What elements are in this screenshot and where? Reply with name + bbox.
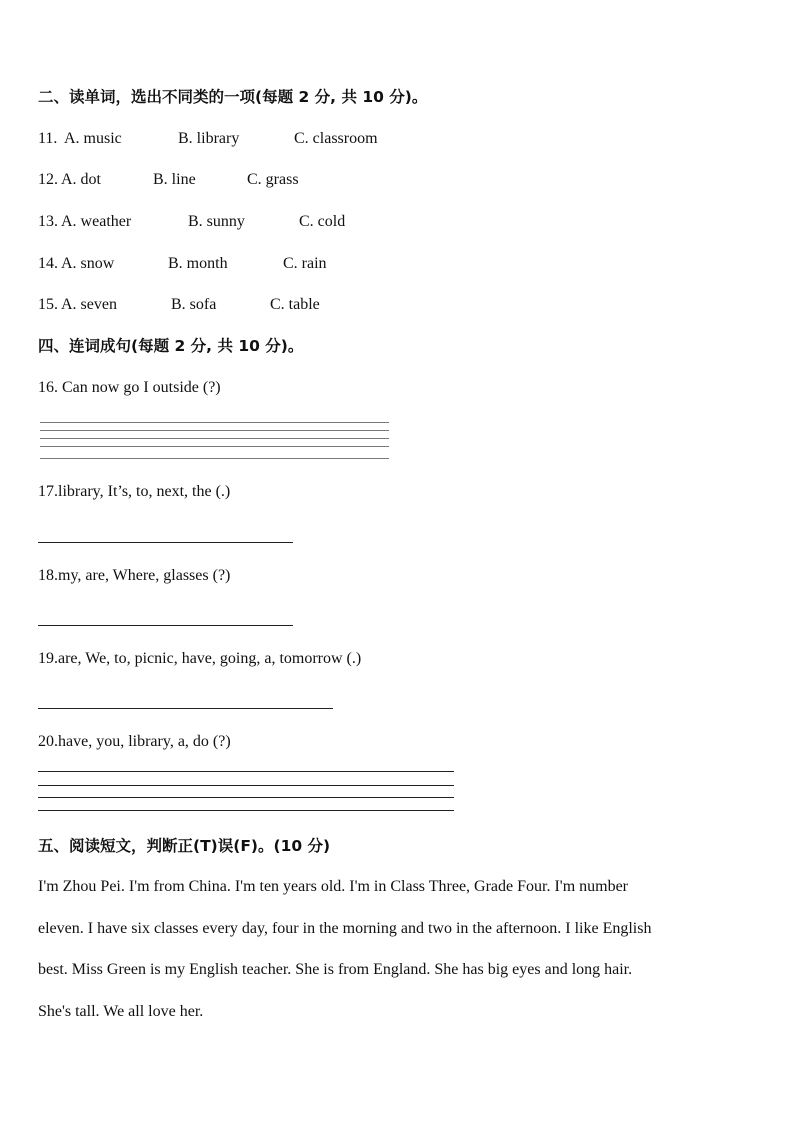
option-b: B. line [153, 171, 196, 188]
option-c: C. classroom [294, 130, 378, 147]
answer-line [40, 422, 389, 423]
passage-line: I'm Zhou Pei. I'm from China. I'm ten years old. I'm in Class Three, Grade Four. I'm number [38, 878, 629, 895]
answer-line-19 [38, 708, 333, 709]
answer-line [38, 810, 454, 811]
answer-line [40, 446, 389, 447]
question-20: 20.have, you, library, a, do (?) [38, 733, 231, 750]
question-17: 17.library, It’s, to, next, the (.) [38, 483, 231, 500]
question-number: 15. [38, 296, 58, 313]
option-c: C. table [270, 296, 320, 313]
section-2-title: 二、读单词，选出不同类的一项(每题 2 分, 共 10 分)。 [38, 88, 428, 106]
option-a: A. seven [61, 296, 117, 313]
option-b: B. library [178, 130, 240, 147]
passage-line: best. Miss Green is my English teacher. She is from England. She has big eyes and long hair. [38, 961, 633, 978]
reading-passage [38, 866, 758, 1032]
answer-line [38, 785, 454, 786]
question-number: 14. [38, 255, 58, 272]
section-4-title: 四、连词成句(每题 2 分, 共 10 分)。 [38, 337, 304, 355]
option-c: C. cold [299, 213, 346, 230]
option-a: A. dot [61, 171, 101, 188]
answer-line [40, 430, 389, 431]
section-5-title: 五、阅读短文，判断正(T)误(F)。(10 分) [38, 837, 331, 855]
question-number: 12. [38, 171, 58, 188]
answer-line [40, 438, 389, 439]
question-16: 16. Can now go I outside (?) [38, 379, 221, 396]
question-19: 19.are, We, to, picnic, have, going, a, tomorrow (.) [38, 650, 362, 667]
answer-line [38, 771, 454, 772]
option-a: A. snow [61, 255, 115, 272]
option-a: A. music [64, 130, 122, 147]
option-b: B. sofa [171, 296, 217, 313]
option-a: A. weather [61, 213, 132, 230]
option-b: B. sunny [188, 213, 245, 230]
answer-line [38, 797, 454, 798]
passage-line: eleven. I have six classes every day, four in the morning and two in the afternoon. I like English [38, 919, 652, 937]
option-c: C. grass [247, 171, 299, 188]
answer-line-18 [38, 625, 293, 626]
question-number: 11. [38, 130, 58, 147]
question-number: 13. [38, 213, 58, 230]
answer-line-17 [38, 542, 293, 543]
passage-line: She's tall. We all love her. [38, 1002, 204, 1020]
question-18: 18.my, are, Where, glasses (?) [38, 567, 231, 584]
option-c: C. rain [283, 255, 327, 272]
option-b: B. month [168, 255, 228, 272]
answer-line [40, 458, 389, 459]
